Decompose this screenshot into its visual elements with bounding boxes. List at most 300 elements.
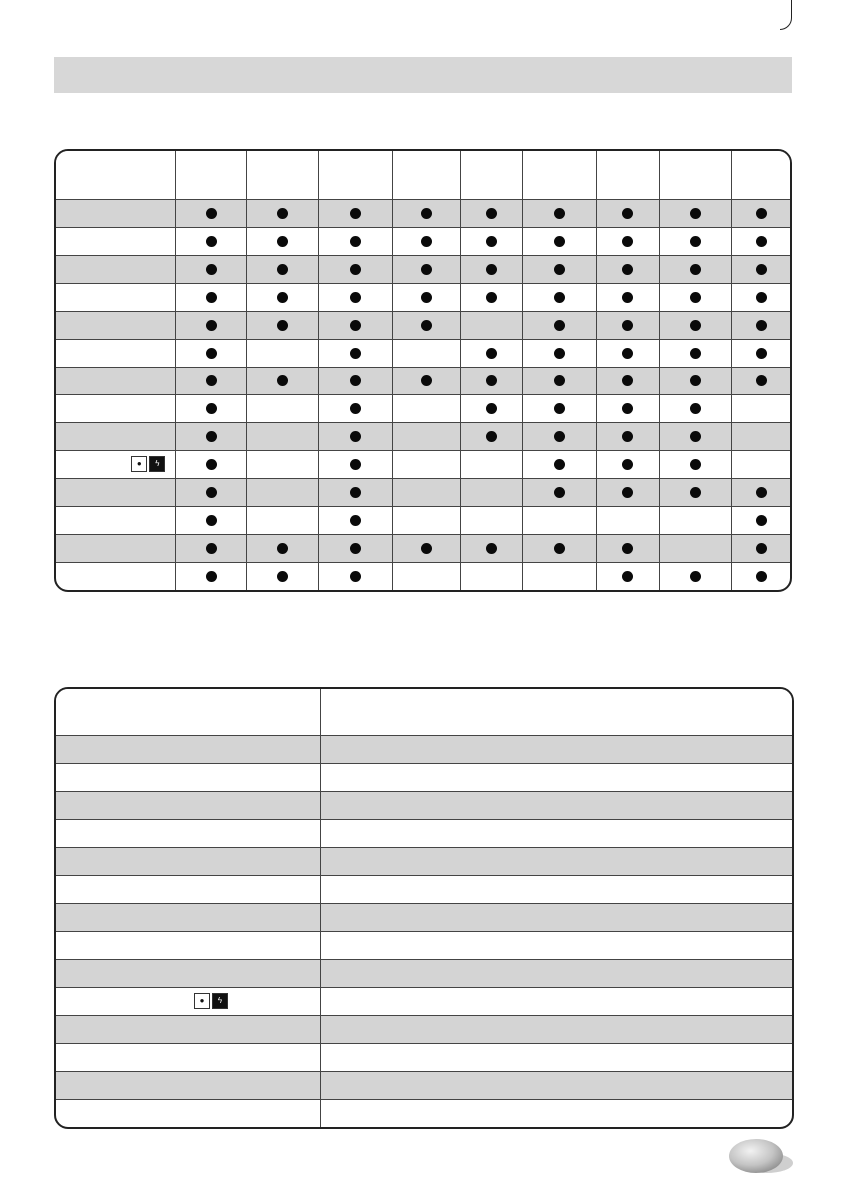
option-description-cell xyxy=(320,848,792,875)
mark-cell xyxy=(246,451,318,478)
option-name-cell xyxy=(56,820,320,847)
mark-cell xyxy=(175,423,246,450)
mark-cell xyxy=(731,479,790,506)
mark-cell xyxy=(175,340,246,367)
mark-cell xyxy=(246,200,318,227)
mark-cell xyxy=(596,479,659,506)
mark-cell xyxy=(522,228,596,255)
available-dot-icon xyxy=(486,348,497,359)
table-row xyxy=(56,283,790,311)
mark-cell xyxy=(246,228,318,255)
mark-cell xyxy=(392,479,460,506)
mark-cell xyxy=(392,284,460,311)
column-header-cell xyxy=(731,151,790,199)
option-description-cell xyxy=(320,1100,792,1127)
mark-cell xyxy=(246,423,318,450)
option-description-cell xyxy=(320,736,792,763)
available-dot-icon xyxy=(350,459,361,470)
row-label-cell xyxy=(56,563,175,590)
mark-cell xyxy=(392,535,460,562)
table-row xyxy=(56,534,790,562)
mark-cell xyxy=(246,312,318,339)
mark-cell xyxy=(318,200,393,227)
mark-cell xyxy=(460,200,523,227)
available-dot-icon xyxy=(690,264,701,275)
mark-cell xyxy=(731,368,790,395)
row-label-cell xyxy=(56,340,175,367)
available-dot-icon xyxy=(554,543,565,554)
table-row xyxy=(56,735,792,763)
person-icon: ● xyxy=(131,456,147,472)
available-dot-icon xyxy=(350,208,361,219)
available-dot-icon xyxy=(554,236,565,247)
available-dot-icon xyxy=(486,292,497,303)
description-header-cell xyxy=(320,689,792,735)
available-dot-icon xyxy=(690,292,701,303)
option-description-cell xyxy=(320,1072,792,1099)
mark-cell xyxy=(731,284,790,311)
available-dot-icon xyxy=(350,375,361,386)
available-dot-icon xyxy=(350,571,361,582)
option-name-cell xyxy=(56,764,320,791)
mark-cell xyxy=(392,423,460,450)
option-description-cell xyxy=(320,988,792,1015)
mark-cell xyxy=(175,312,246,339)
available-dot-icon xyxy=(756,571,767,582)
table-row xyxy=(56,931,792,959)
mark-cell xyxy=(460,284,523,311)
column-header-cell xyxy=(392,151,460,199)
mark-cell xyxy=(175,200,246,227)
available-dot-icon xyxy=(206,515,217,526)
option-description-cell xyxy=(320,932,792,959)
mark-cell xyxy=(175,395,246,422)
available-dot-icon xyxy=(206,571,217,582)
available-dot-icon xyxy=(421,320,432,331)
option-name-cell xyxy=(56,1016,320,1043)
mark-cell xyxy=(731,395,790,422)
mark-cell xyxy=(318,563,393,590)
available-dot-icon xyxy=(622,431,633,442)
available-dot-icon xyxy=(206,236,217,247)
option-description-cell xyxy=(320,1016,792,1043)
table-row xyxy=(56,1043,792,1071)
mark-cell xyxy=(522,423,596,450)
mark-cell xyxy=(522,284,596,311)
available-dot-icon xyxy=(690,208,701,219)
mark-cell xyxy=(731,507,790,534)
mark-cell xyxy=(392,563,460,590)
table-row xyxy=(56,227,790,255)
person-icon: ● xyxy=(194,993,210,1009)
option-description-cell xyxy=(320,1044,792,1071)
option-name-cell xyxy=(56,848,320,875)
mark-cell xyxy=(659,479,732,506)
mark-cell xyxy=(731,228,790,255)
available-dot-icon xyxy=(622,459,633,470)
available-dot-icon xyxy=(690,431,701,442)
mark-cell xyxy=(731,563,790,590)
available-dot-icon xyxy=(690,487,701,498)
available-dot-icon xyxy=(206,459,217,470)
available-dot-icon xyxy=(206,431,217,442)
option-name-cell xyxy=(56,1072,320,1099)
option-name-cell xyxy=(56,736,320,763)
available-dot-icon xyxy=(421,236,432,247)
available-dot-icon xyxy=(622,375,633,386)
available-dot-icon xyxy=(206,348,217,359)
mark-cell xyxy=(460,228,523,255)
table-row xyxy=(56,763,792,791)
table-row xyxy=(56,562,790,590)
mark-cell xyxy=(659,200,732,227)
available-dot-icon xyxy=(421,543,432,554)
available-dot-icon xyxy=(277,208,288,219)
available-dot-icon xyxy=(756,292,767,303)
option-description-cell xyxy=(320,876,792,903)
available-dot-icon xyxy=(277,292,288,303)
mark-cell xyxy=(596,368,659,395)
table-row xyxy=(56,1015,792,1043)
available-dot-icon xyxy=(277,320,288,331)
column-header-cell xyxy=(596,151,659,199)
row-label-cell xyxy=(56,479,175,506)
mark-cell xyxy=(460,451,523,478)
row-label-cell xyxy=(56,395,175,422)
option-name-cell xyxy=(56,960,320,987)
mark-cell xyxy=(596,395,659,422)
available-dot-icon xyxy=(277,264,288,275)
corner-header-cell xyxy=(56,151,175,199)
mark-cell xyxy=(318,368,393,395)
table-row xyxy=(56,987,792,1015)
available-dot-icon xyxy=(421,208,432,219)
available-dot-icon xyxy=(206,487,217,498)
mark-cell xyxy=(460,395,523,422)
available-dot-icon xyxy=(206,543,217,554)
option-name-cell xyxy=(56,792,320,819)
section-header-bar xyxy=(54,57,792,93)
mark-cell xyxy=(175,256,246,283)
mark-cell xyxy=(731,535,790,562)
mark-cell xyxy=(392,228,460,255)
available-dot-icon xyxy=(350,431,361,442)
mark-cell xyxy=(246,507,318,534)
available-dot-icon xyxy=(486,375,497,386)
mark-cell xyxy=(522,340,596,367)
mark-cell xyxy=(596,284,659,311)
crop-mark xyxy=(780,0,792,30)
mark-cell xyxy=(318,535,393,562)
available-dot-icon xyxy=(756,264,767,275)
mark-cell xyxy=(460,340,523,367)
mark-cell xyxy=(246,395,318,422)
table-row xyxy=(56,255,790,283)
available-dot-icon xyxy=(554,264,565,275)
available-dot-icon xyxy=(756,487,767,498)
option-name-cell xyxy=(56,932,320,959)
available-dot-icon xyxy=(756,320,767,331)
available-dot-icon xyxy=(277,236,288,247)
table-header-row xyxy=(56,151,790,199)
program-option-table xyxy=(54,149,792,592)
row-icon-group xyxy=(131,456,165,472)
mark-cell xyxy=(318,284,393,311)
mark-cell xyxy=(731,312,790,339)
table-row xyxy=(56,1071,792,1099)
mark-cell xyxy=(392,340,460,367)
available-dot-icon xyxy=(206,264,217,275)
mark-cell xyxy=(731,340,790,367)
mark-cell xyxy=(175,479,246,506)
mark-cell xyxy=(596,423,659,450)
mark-cell xyxy=(522,312,596,339)
mark-cell xyxy=(522,451,596,478)
mark-cell xyxy=(460,256,523,283)
lightning-icon: ϟ xyxy=(212,993,228,1009)
mark-cell xyxy=(246,340,318,367)
table-row xyxy=(56,847,792,875)
table-row xyxy=(56,1099,792,1127)
mark-cell xyxy=(522,535,596,562)
available-dot-icon xyxy=(486,208,497,219)
available-dot-icon xyxy=(554,292,565,303)
available-dot-icon xyxy=(486,236,497,247)
option-name-cell xyxy=(56,904,320,931)
mark-cell xyxy=(659,451,732,478)
available-dot-icon xyxy=(486,543,497,554)
available-dot-icon xyxy=(350,348,361,359)
mark-cell xyxy=(596,200,659,227)
mark-cell xyxy=(460,312,523,339)
mark-cell xyxy=(659,507,732,534)
mark-cell xyxy=(460,423,523,450)
table-row xyxy=(56,903,792,931)
mark-cell xyxy=(318,423,393,450)
table-row xyxy=(56,959,792,987)
table-row xyxy=(56,339,790,367)
available-dot-icon xyxy=(206,375,217,386)
available-dot-icon xyxy=(622,487,633,498)
mark-cell xyxy=(175,507,246,534)
mark-cell xyxy=(522,368,596,395)
option-name-cell xyxy=(56,1100,320,1127)
mark-cell xyxy=(596,228,659,255)
available-dot-icon xyxy=(622,264,633,275)
available-dot-icon xyxy=(277,543,288,554)
available-dot-icon xyxy=(350,543,361,554)
option-description-cell xyxy=(320,960,792,987)
option-description-cell xyxy=(320,792,792,819)
available-dot-icon xyxy=(622,292,633,303)
table-row xyxy=(56,819,792,847)
mark-cell xyxy=(659,368,732,395)
available-dot-icon xyxy=(421,292,432,303)
available-dot-icon xyxy=(756,375,767,386)
available-dot-icon xyxy=(690,375,701,386)
mark-cell xyxy=(175,451,246,478)
option-name-cell xyxy=(56,1044,320,1071)
available-dot-icon xyxy=(622,208,633,219)
available-dot-icon xyxy=(622,236,633,247)
mark-cell xyxy=(659,228,732,255)
row-label-cell xyxy=(56,256,175,283)
available-dot-icon xyxy=(554,208,565,219)
mark-cell xyxy=(522,563,596,590)
mark-cell xyxy=(175,284,246,311)
available-dot-icon xyxy=(756,543,767,554)
mark-cell xyxy=(392,200,460,227)
mark-cell xyxy=(318,228,393,255)
mark-cell xyxy=(659,256,732,283)
available-dot-icon xyxy=(756,208,767,219)
available-dot-icon xyxy=(622,320,633,331)
available-dot-icon xyxy=(206,208,217,219)
available-dot-icon xyxy=(206,403,217,414)
mark-cell xyxy=(392,395,460,422)
lightning-icon: ϟ xyxy=(149,456,165,472)
mark-cell xyxy=(246,479,318,506)
available-dot-icon xyxy=(622,543,633,554)
mark-cell xyxy=(731,200,790,227)
available-dot-icon xyxy=(756,348,767,359)
option-header-cell xyxy=(56,689,320,735)
available-dot-icon xyxy=(622,348,633,359)
column-header-cell xyxy=(659,151,732,199)
available-dot-icon xyxy=(756,515,767,526)
table-row xyxy=(56,791,792,819)
column-header-cell xyxy=(246,151,318,199)
page-number-badge xyxy=(728,1137,794,1175)
row-label-cell xyxy=(56,228,175,255)
row-label-cell xyxy=(56,368,175,395)
mark-cell xyxy=(659,423,732,450)
mark-cell xyxy=(731,451,790,478)
mark-cell xyxy=(392,312,460,339)
available-dot-icon xyxy=(690,236,701,247)
mark-cell xyxy=(318,340,393,367)
option-description-cell xyxy=(320,764,792,791)
column-header-cell xyxy=(460,151,523,199)
row-label-cell xyxy=(56,451,175,478)
available-dot-icon xyxy=(350,236,361,247)
mark-cell xyxy=(246,563,318,590)
mark-cell xyxy=(318,395,393,422)
table-row xyxy=(56,875,792,903)
table-row xyxy=(56,478,790,506)
table-row xyxy=(56,394,790,422)
mark-cell xyxy=(596,256,659,283)
table-row xyxy=(56,450,790,478)
available-dot-icon xyxy=(554,320,565,331)
available-dot-icon xyxy=(206,320,217,331)
available-dot-icon xyxy=(350,403,361,414)
table-row xyxy=(56,367,790,395)
mark-cell xyxy=(596,451,659,478)
available-dot-icon xyxy=(350,515,361,526)
option-name-cell xyxy=(56,876,320,903)
row-label-cell xyxy=(56,507,175,534)
mark-cell xyxy=(246,256,318,283)
available-dot-icon xyxy=(486,264,497,275)
option-description-cell xyxy=(320,904,792,931)
table-header-row xyxy=(56,689,792,735)
available-dot-icon xyxy=(554,403,565,414)
available-dot-icon xyxy=(350,264,361,275)
available-dot-icon xyxy=(350,487,361,498)
available-dot-icon xyxy=(690,459,701,470)
available-dot-icon xyxy=(690,320,701,331)
mark-cell xyxy=(659,340,732,367)
available-dot-icon xyxy=(350,320,361,331)
table-row xyxy=(56,199,790,227)
table-row xyxy=(56,311,790,339)
mark-cell xyxy=(460,479,523,506)
mark-cell xyxy=(318,451,393,478)
row-label-cell xyxy=(56,312,175,339)
mark-cell xyxy=(522,479,596,506)
column-header-cell xyxy=(175,151,246,199)
available-dot-icon xyxy=(554,431,565,442)
available-dot-icon xyxy=(486,403,497,414)
mark-cell xyxy=(460,507,523,534)
available-dot-icon xyxy=(421,375,432,386)
mark-cell xyxy=(731,256,790,283)
mark-cell xyxy=(731,423,790,450)
available-dot-icon xyxy=(421,264,432,275)
row-icon-group xyxy=(194,993,228,1009)
mark-cell xyxy=(246,284,318,311)
column-header-cell xyxy=(318,151,393,199)
mark-cell xyxy=(318,312,393,339)
available-dot-icon xyxy=(554,348,565,359)
table-row xyxy=(56,506,790,534)
mark-cell xyxy=(522,200,596,227)
mark-cell xyxy=(392,368,460,395)
row-label-cell xyxy=(56,423,175,450)
mark-cell xyxy=(246,368,318,395)
mark-cell xyxy=(596,312,659,339)
option-description-cell xyxy=(320,820,792,847)
mark-cell xyxy=(392,507,460,534)
available-dot-icon xyxy=(277,571,288,582)
mark-cell xyxy=(175,368,246,395)
available-dot-icon xyxy=(486,431,497,442)
mark-cell xyxy=(460,563,523,590)
mark-cell xyxy=(318,507,393,534)
mark-cell xyxy=(175,535,246,562)
mark-cell xyxy=(522,256,596,283)
available-dot-icon xyxy=(690,403,701,414)
available-dot-icon xyxy=(622,571,633,582)
mark-cell xyxy=(318,479,393,506)
mark-cell xyxy=(659,535,732,562)
table-row xyxy=(56,422,790,450)
available-dot-icon xyxy=(690,571,701,582)
available-dot-icon xyxy=(554,459,565,470)
available-dot-icon xyxy=(350,292,361,303)
mark-cell xyxy=(318,256,393,283)
column-header-cell xyxy=(522,151,596,199)
available-dot-icon xyxy=(206,292,217,303)
mark-cell xyxy=(522,395,596,422)
mark-cell xyxy=(392,451,460,478)
mark-cell xyxy=(522,507,596,534)
mark-cell xyxy=(175,563,246,590)
mark-cell xyxy=(659,563,732,590)
mark-cell xyxy=(596,535,659,562)
option-name-cell xyxy=(56,988,320,1015)
